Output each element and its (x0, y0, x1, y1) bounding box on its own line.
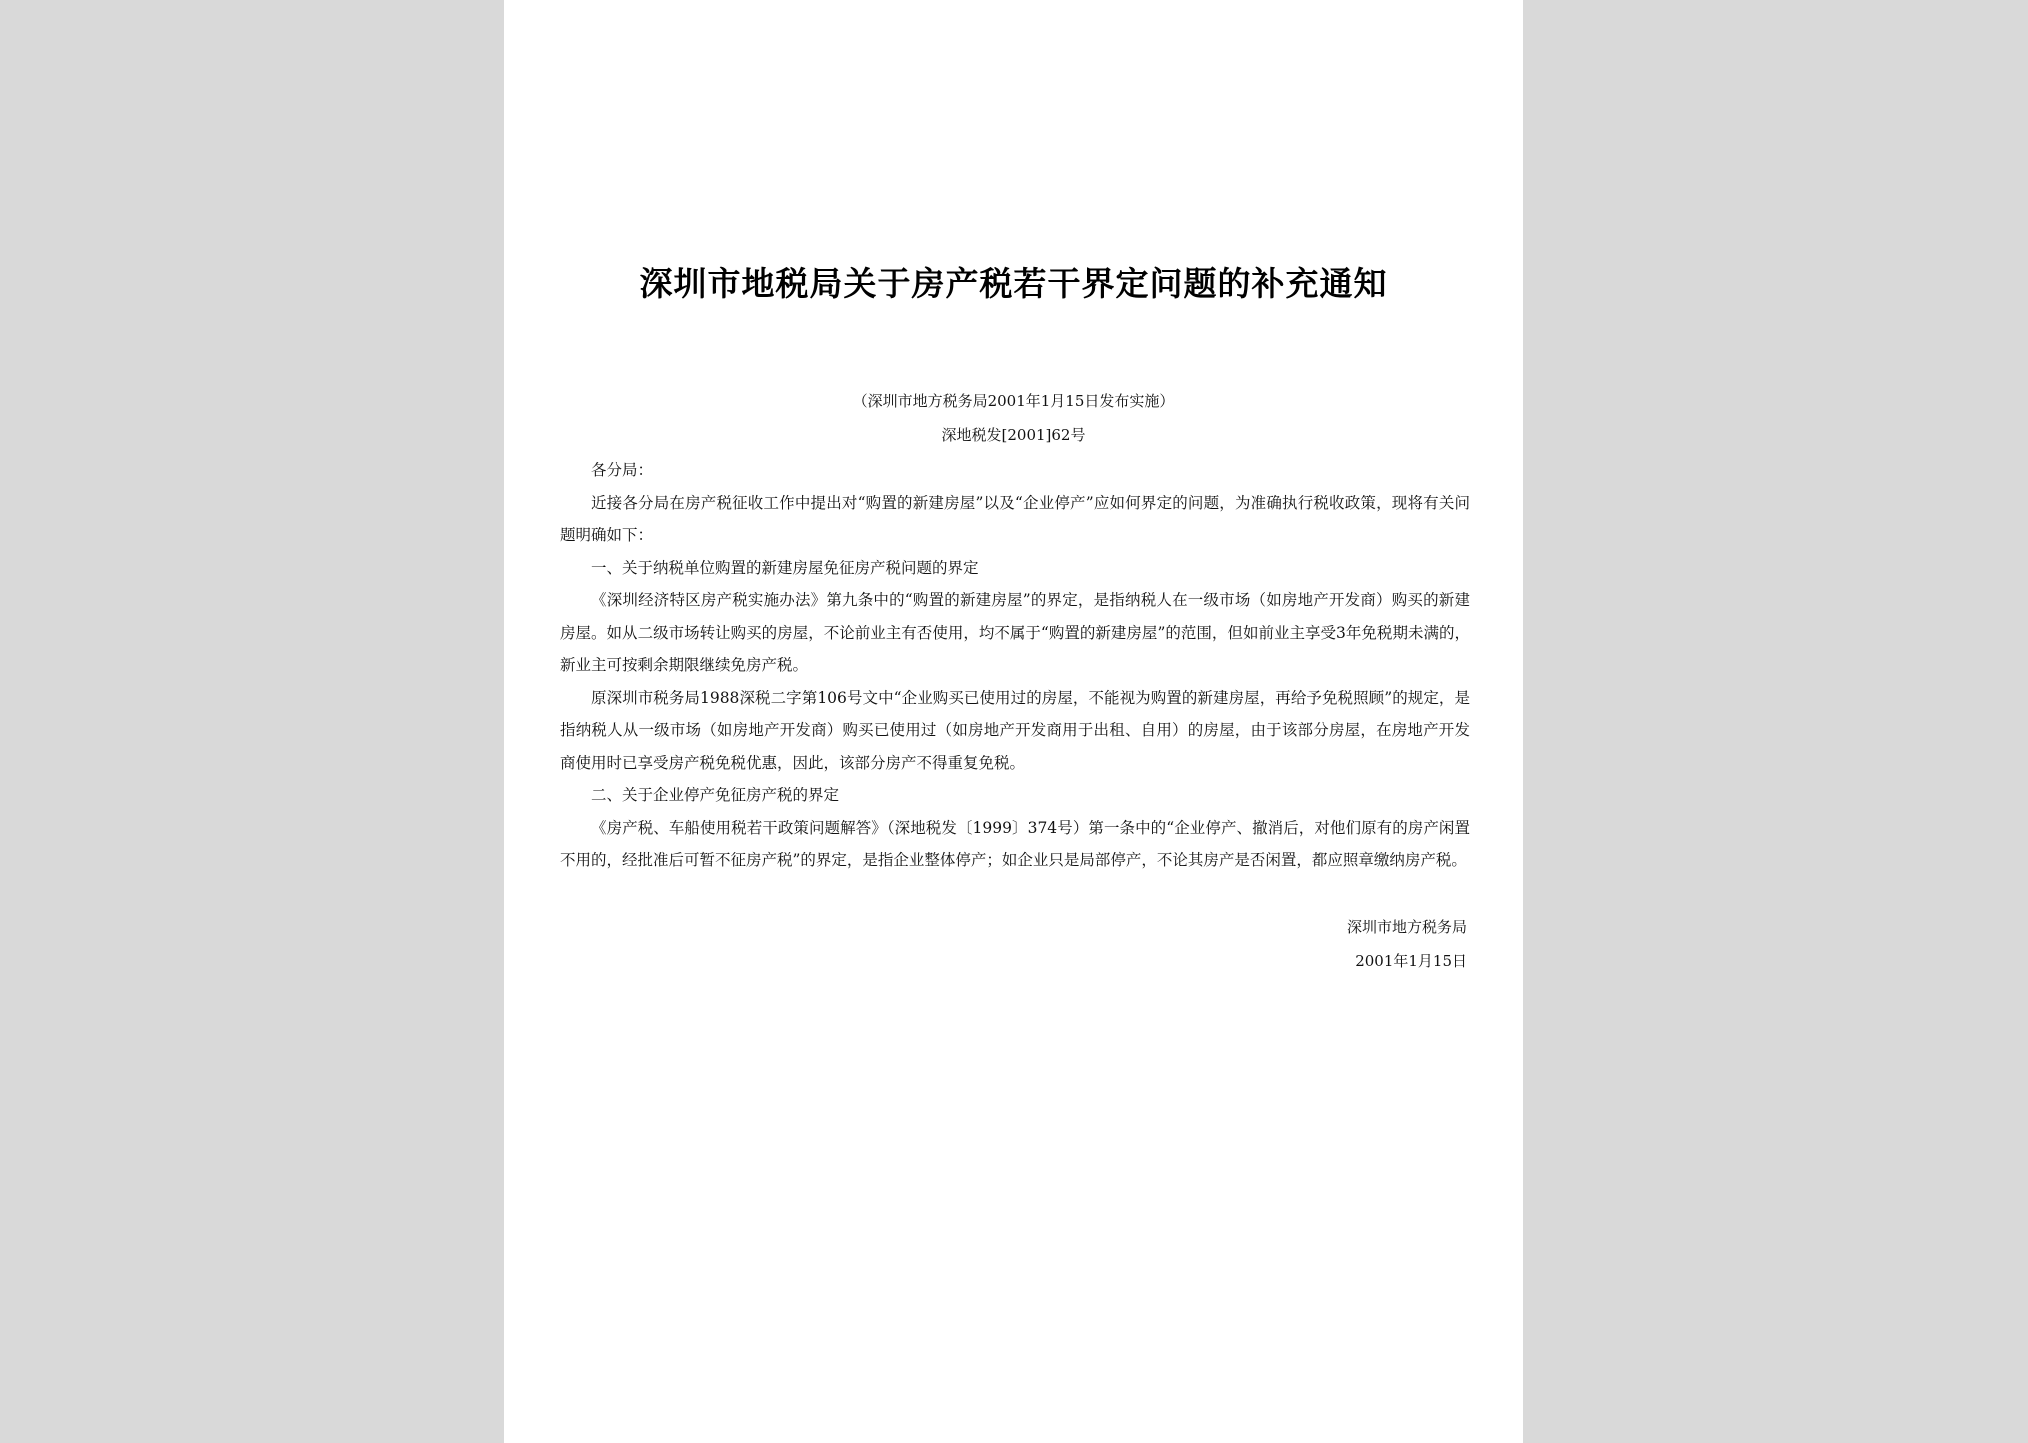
document-body (560, 454, 1470, 877)
section1-paragraph-2: 原深圳市税务局1988深税二字第106号文中“企业购买已使用过的房屋，不能视为购置的新建房屋，再给予免税照顾”的规定，是指纳税人从一级市场（如房地产开发商）购买已使用过（如房地产开发商用于出租、自用）的房屋，由于该部分房屋，在房地产开发商使用时已享受房产税免税优惠，因此，该部分房产不得重复免税。 (560, 688, 1470, 772)
section2-heading: 二、关于企业停产免征房产税的界定 (591, 786, 840, 804)
salutation: 各分局： (591, 461, 654, 479)
intro-paragraph: 近接各分局在房产税征收工作中提出对“购置的新建房屋”以及“企业停产”应如何界定的问题，为准确执行税收政策，现将有关问题明确如下： (560, 493, 1470, 544)
section1-paragraph-1: 《深圳经济特区房产税实施办法》第九条中的“购置的新建房屋”的界定，是指纳税人在一级市场（如房地产开发商）购买的新建房屋。如从二级市场转让购买的房屋，不论前业主有否使用，均不属于“购置的新建房屋”的范围，但如前业主享受3年免税期未满的，新业主可按剩余期限继续免房产税。 (560, 591, 1470, 674)
issuance-note: （深圳市地方税务局2001年1月15日发布实施） (852, 392, 1175, 410)
document-page (504, 0, 1523, 1443)
document-title: 深圳市地税局关于房产税若干界定问题的补充通知 (639, 264, 1388, 303)
section1-heading: 一、关于纳税单位购置的新建房屋免征房产税问题的界定 (591, 558, 979, 577)
signature-date: 2001年1月15日 (1355, 952, 1467, 970)
document-number: 深地税发[2001]62号 (941, 426, 1086, 444)
signature-organization: 深圳市地方税务局 (1346, 918, 1467, 936)
section2-paragraph-1: 《房产税、车船使用税若干政策问题解答》（深地税发〔1999〕374号）第一条中的“企业停产、撤消后，对他们原有的房产闲置不用的，经批准后可暂不征房产税”的界定，是指企业整体停产；如企业只是局部停产，不论其房产是否闲置，都应照章缴纳房产税。 (560, 818, 1470, 869)
